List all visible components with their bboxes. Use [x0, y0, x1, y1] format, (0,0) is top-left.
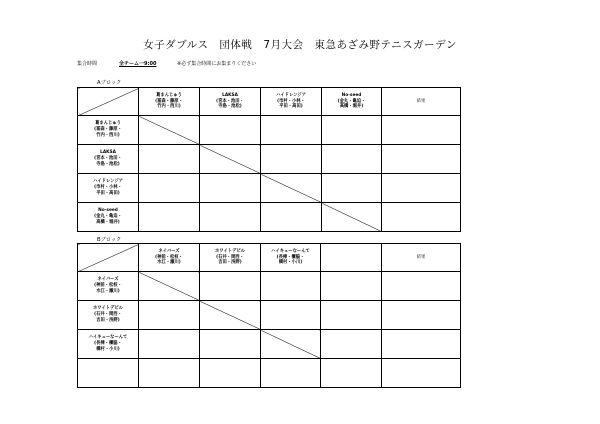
table-row	[78, 174, 461, 203]
table-row	[78, 145, 461, 174]
team-members: 高橋・堀井)	[96, 219, 120, 225]
row-team-header	[78, 301, 139, 330]
block-b-header-row	[78, 244, 461, 272]
team-members: 橋村・小川)	[278, 260, 303, 266]
col-team-header	[200, 244, 261, 272]
score-cell	[139, 174, 200, 203]
team-name: 葛まんじゅう	[156, 92, 182, 98]
result-cell	[382, 203, 461, 232]
self-match-cell	[139, 272, 200, 301]
score-cell	[200, 330, 261, 359]
empty-cell	[261, 359, 321, 388]
row-team-header	[78, 174, 139, 203]
corner-cell	[78, 244, 139, 272]
row-team-header	[78, 272, 139, 301]
score-cell	[200, 116, 261, 145]
team-members: (市村・小林・	[94, 185, 122, 191]
row-team-header	[78, 203, 139, 232]
self-match-cell	[200, 145, 261, 174]
meeting-time: 全チーム一9:00	[119, 61, 157, 67]
result-cell	[382, 116, 461, 145]
team-members: (神前・松枝・	[94, 283, 122, 289]
team-name: LAKSA	[100, 150, 116, 156]
col-team-header	[322, 88, 382, 116]
score-cell	[200, 203, 261, 232]
score-cell	[200, 272, 261, 301]
team-name: ハイドレンジア	[93, 179, 123, 185]
team-members: 高橋・堀井)	[339, 104, 364, 110]
table-row	[78, 203, 461, 232]
meeting-label: 集合時間	[77, 61, 98, 67]
team-members: (金丸・亀迫・	[337, 98, 366, 104]
block-b-label: Bブロック	[97, 237, 122, 243]
empty-cell	[139, 359, 200, 388]
team-name: ハイキューなーんて	[88, 335, 128, 341]
team-members: 寺島・池松)	[96, 161, 120, 167]
team-name: ネイバーズ	[158, 248, 180, 254]
team-members: (冨森・藤原・	[94, 127, 122, 133]
team-members: (宮本・池田・	[216, 98, 244, 104]
table-row	[78, 301, 461, 330]
row-team-header	[78, 330, 139, 359]
empty-cell	[200, 359, 261, 388]
result-cell	[382, 174, 461, 203]
team-members: 竹内・西川)	[157, 104, 181, 110]
team-members: (市村・小林・	[277, 98, 305, 104]
team-members: 吉田・浅野)	[218, 260, 242, 266]
team-members: (神前・松枝・	[155, 254, 183, 260]
empty-cell	[321, 272, 382, 301]
self-match-cell	[139, 116, 200, 145]
team-members: (石井・岡西・	[94, 312, 122, 318]
self-match-cell	[322, 203, 382, 232]
table-row	[78, 116, 461, 145]
row-team-header	[78, 145, 139, 174]
table-row	[78, 330, 461, 359]
empty-cell	[78, 359, 139, 388]
team-members: (冨森・藤原・	[155, 98, 183, 104]
score-cell	[322, 145, 382, 174]
table-row	[78, 272, 461, 301]
team-members: (石井・岡西・	[216, 254, 244, 260]
result-cell	[382, 145, 461, 174]
score-cell	[261, 116, 322, 145]
row-team-header	[78, 116, 139, 145]
empty-cell	[321, 330, 382, 359]
team-members: 平田・高田)	[279, 104, 303, 110]
block-a-header-row	[78, 88, 461, 116]
self-match-cell	[261, 174, 322, 203]
team-name: 葛まんじゅう	[95, 121, 121, 127]
team-members: 寺島・池松)	[218, 104, 242, 110]
score-cell	[139, 301, 200, 330]
team-name: No-seed	[341, 92, 362, 98]
team-name: ネイバーズ	[97, 277, 119, 283]
page-title: 女子ダブルス 団体戦 7月大会 東急あざみ野テニスガーデン	[143, 39, 457, 51]
score-cell	[322, 116, 382, 145]
score-cell	[139, 330, 200, 359]
empty-header-cell	[321, 244, 382, 272]
result-cell	[382, 272, 461, 301]
result-header: 結果	[382, 88, 461, 116]
block-a-label: Aブロック	[97, 80, 122, 86]
col-team-header	[139, 244, 200, 272]
self-match-cell	[200, 301, 261, 330]
result-cell	[382, 359, 461, 388]
corner-cell	[78, 88, 139, 116]
score-cell	[261, 145, 322, 174]
self-match-cell	[261, 330, 321, 359]
result-cell	[382, 301, 461, 330]
col-team-header	[261, 244, 321, 272]
block-b-table	[77, 243, 461, 388]
team-members: 水江・瀬川)	[96, 288, 120, 294]
team-members: (宮本・池田・	[94, 156, 122, 162]
team-name: ホワイトデビル	[93, 306, 123, 312]
score-cell	[261, 203, 322, 232]
team-name: ホワイトデビル	[215, 248, 245, 254]
col-team-header	[261, 88, 322, 116]
empty-cell	[321, 301, 382, 330]
team-members: 竹内・西川)	[96, 132, 120, 138]
team-members: (金丸・亀迫・	[94, 214, 122, 220]
team-members: 平田・高田)	[96, 190, 120, 196]
team-members: 水江・瀬川)	[157, 260, 181, 266]
col-team-header	[139, 88, 200, 116]
score-cell	[139, 145, 200, 174]
meeting-note: ※必ず集合時間にお集まりください	[177, 61, 257, 67]
block-a-table	[77, 87, 461, 232]
team-members: (長棟・櫃脇・	[94, 341, 122, 347]
team-members: 橋村・小川)	[96, 346, 120, 352]
score-cell	[322, 174, 382, 203]
team-name: ハイキューなーんて	[271, 248, 310, 254]
result-header: 結果	[382, 244, 461, 272]
team-name: ハイドレンジア	[276, 92, 306, 98]
table-row	[78, 359, 461, 388]
col-team-header	[200, 88, 261, 116]
empty-cell	[321, 359, 382, 388]
result-cell	[382, 330, 461, 359]
score-cell	[261, 301, 321, 330]
team-name: LAKSA	[222, 92, 238, 98]
team-name: No-seed	[98, 208, 118, 214]
score-cell	[261, 272, 321, 301]
score-cell	[200, 174, 261, 203]
score-cell	[139, 203, 200, 232]
team-members: (長棟・櫃脇・	[276, 254, 305, 260]
team-members: 吉田・浅野)	[96, 317, 120, 323]
